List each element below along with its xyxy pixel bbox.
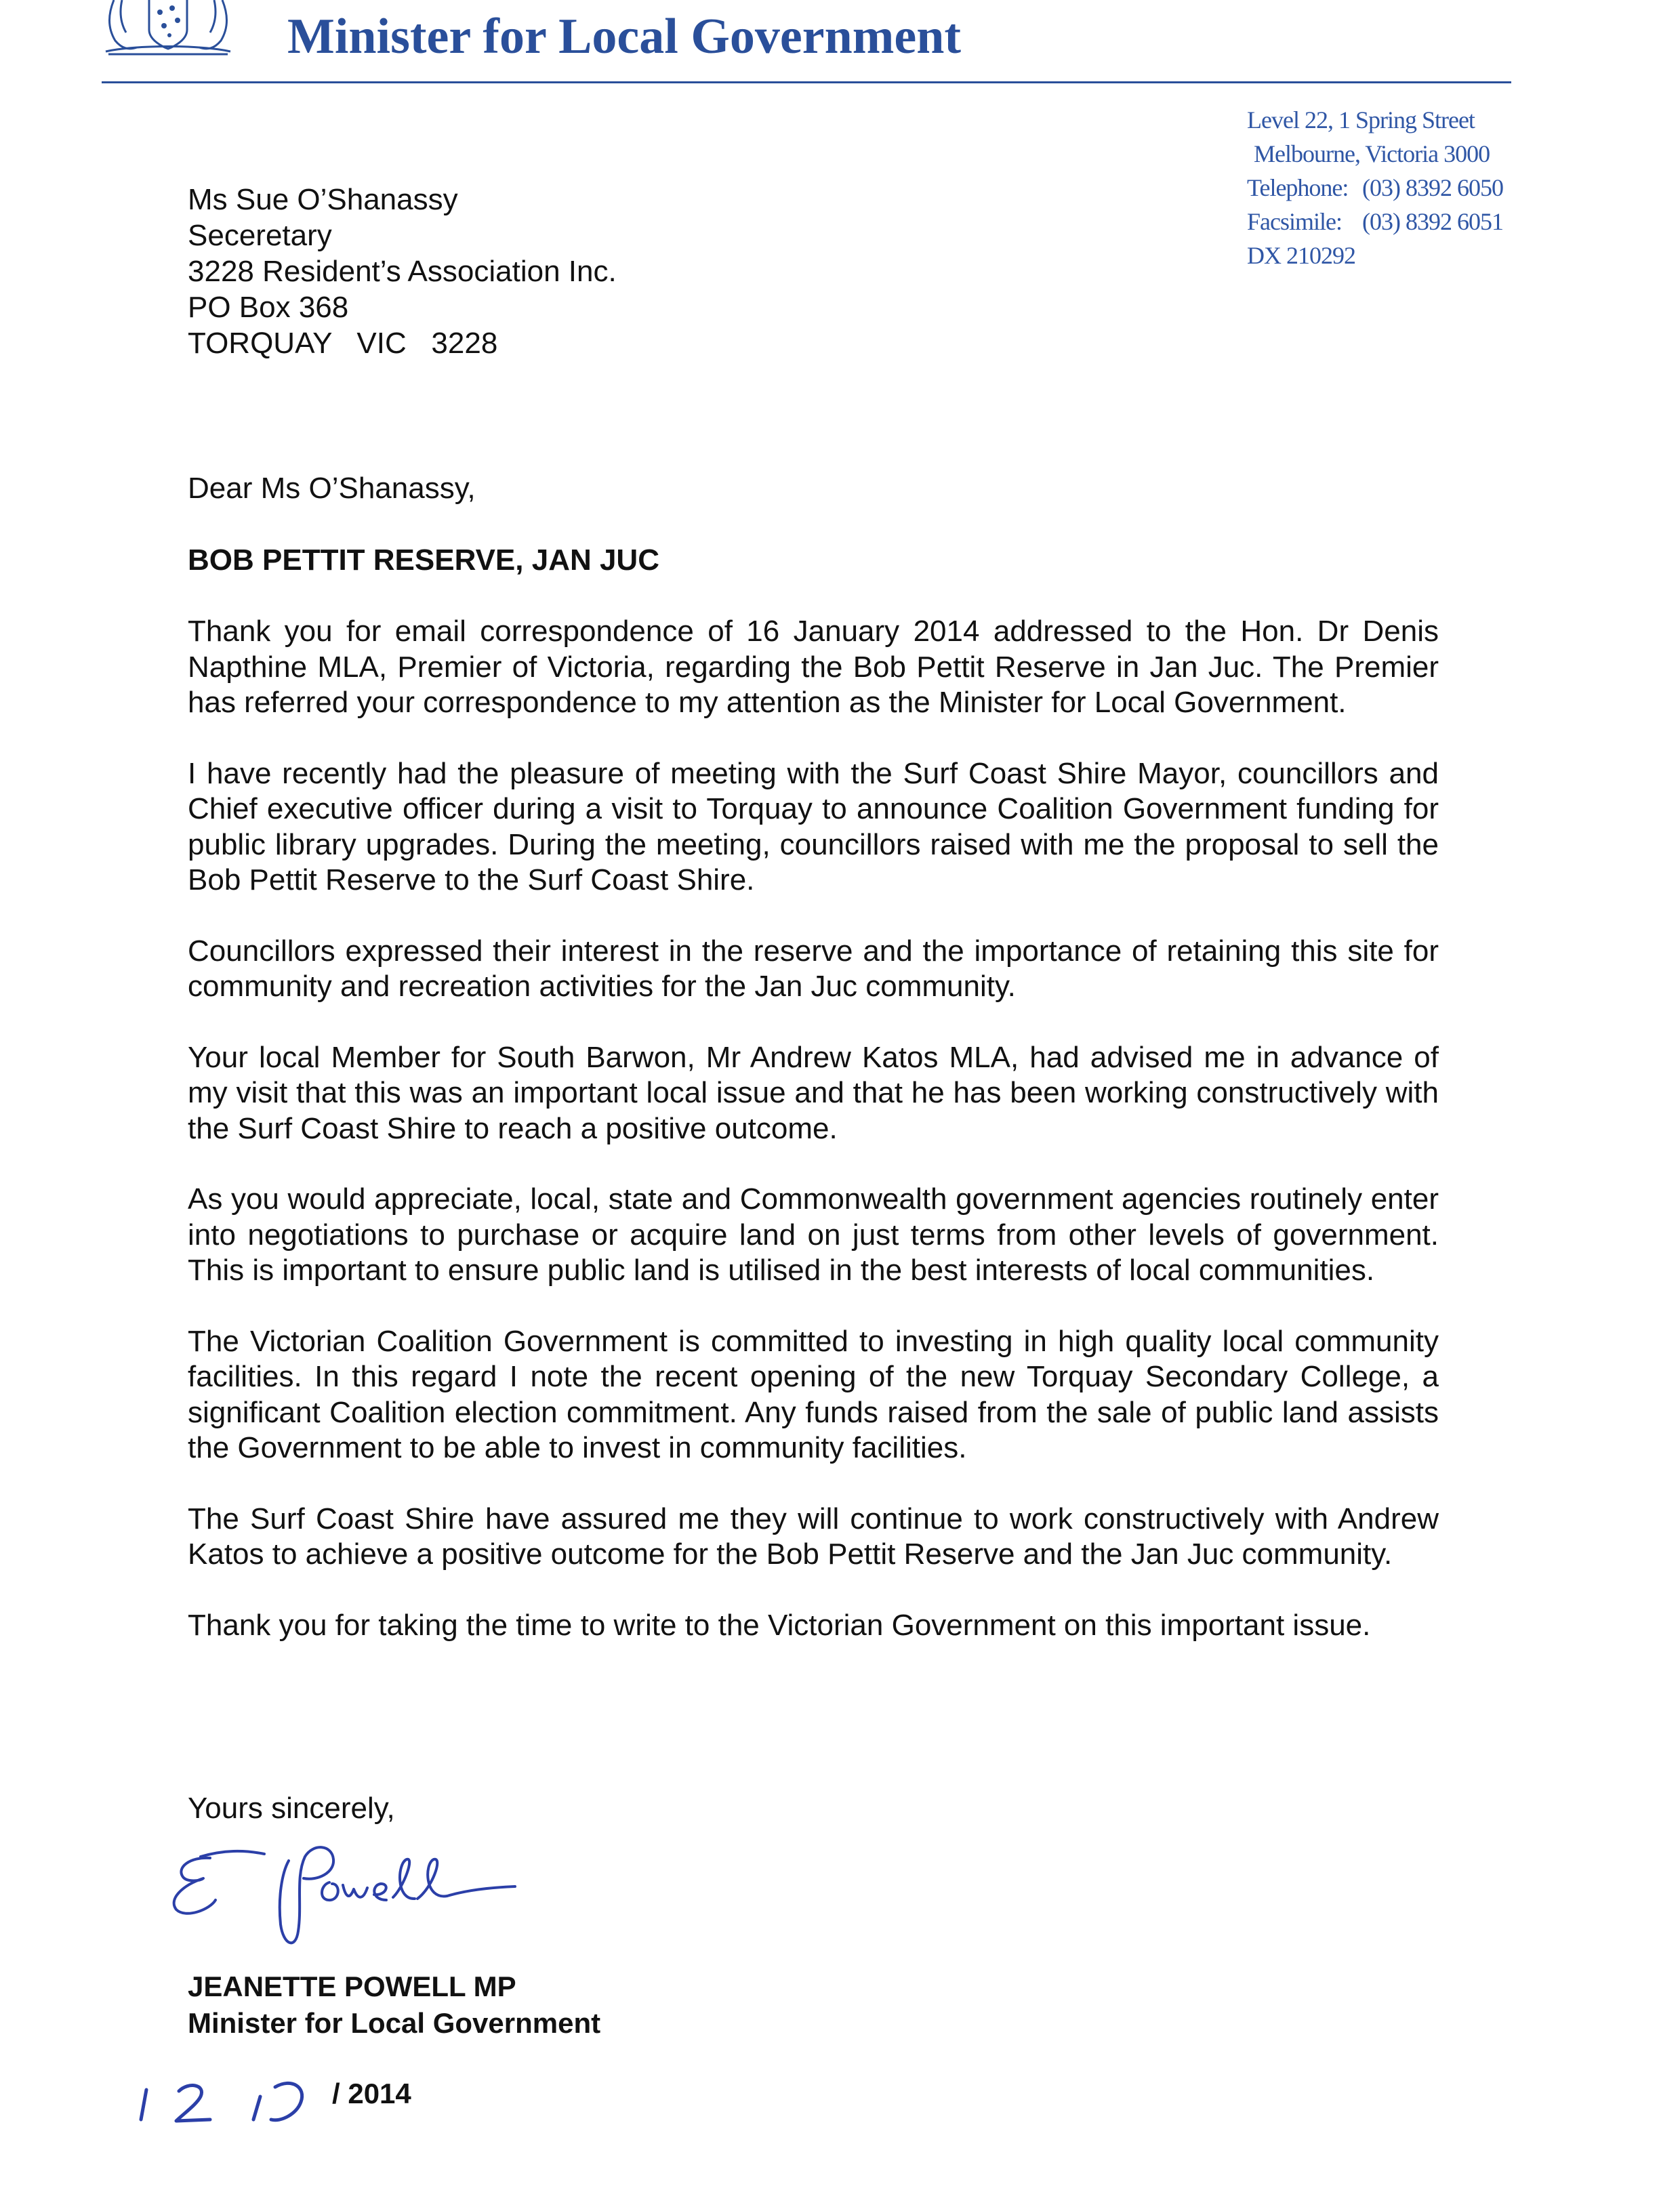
body-paragraph: Your local Member for South Barwon, Mr Andrew Katos MLA, had advised me in advance of my visit that this was an important local issue and that he has been working constructively with the Surf Coast Shire to reach a positive outcome. bbox=[188, 1040, 1439, 1145]
salutation: Dear Ms O’Shanassy, bbox=[188, 472, 476, 505]
body-paragraph: As you would appreciate, local, state and Commonwealth government agencies routinely enter into negotiations to purchase or acquire land on just terms from other levels of government. This is important to ensure public land is utilised in the best interests of local communities. bbox=[188, 1182, 1439, 1287]
facsimile-label: Facsimile: bbox=[1247, 208, 1342, 235]
body-paragraph: Thank you for email correspondence of 16 January 2014 addressed to the Hon. Dr Denis Napthine MLA, Premier of Victoria, regarding the Bob Pettit Reserve in Jan Juc. The Premier has referred your correspondence to my attention as the Minister for Local Government. bbox=[188, 615, 1439, 719]
handwritten-date bbox=[136, 2060, 332, 2128]
telephone-label: Telephone: bbox=[1247, 174, 1349, 201]
office-address-line2: Melbourne, Victoria 3000 bbox=[1254, 140, 1490, 167]
office-facsimile bbox=[1247, 205, 1503, 239]
office-dx: DX 210292 bbox=[1247, 242, 1355, 269]
recipient-po-box: PO Box 368 bbox=[188, 291, 349, 324]
body-paragraph: The Surf Coast Shire have assured me they will continue to work constructively with Andrew Katos to achieve a positive outcome for the Bob Pettit Reserve and the Jan Juc community. bbox=[188, 1502, 1439, 1571]
closing: Yours sincerely, bbox=[188, 1792, 395, 1825]
date-separator: / bbox=[332, 2078, 340, 2109]
date-year-value: 2014 bbox=[348, 2078, 411, 2109]
office-address bbox=[1247, 103, 1503, 272]
date-line bbox=[136, 2060, 474, 2128]
facsimile-value: (03) 8392 6051 bbox=[1362, 208, 1503, 235]
office-address-line1: Level 22, 1 Spring Street bbox=[1247, 106, 1475, 133]
body-paragraph: Councillors expressed their interest in the reserve and the importance of retaining this site for community and recreation activities for the Jan Juc community. bbox=[188, 934, 1439, 1003]
body-paragraph: Thank you for taking the time to write to the Victorian Government on this important issue. bbox=[188, 1608, 1371, 1642]
office-telephone bbox=[1247, 171, 1503, 205]
signatory-title: Minister for Local Government bbox=[188, 2007, 601, 2039]
telephone-value: (03) 8392 6050 bbox=[1362, 174, 1503, 201]
handwritten-signature bbox=[163, 1830, 542, 1965]
recipient-address bbox=[188, 182, 617, 361]
letter-body bbox=[188, 614, 1439, 1678]
letterhead-rule bbox=[102, 81, 1511, 83]
signatory-name: JEANETTE POWELL MP bbox=[188, 1970, 516, 2002]
date-year bbox=[332, 2078, 411, 2110]
body-paragraph: The Victorian Coalition Government is committed to investing in high quality local community facilities. In this regard I note the recent opening of the new Torquay Secondary College, a significant Coalition election commitment. Any funds raised from the sale of public land assists the Government to be able to invest in community facilities. bbox=[188, 1324, 1439, 1464]
letterhead-title: Minister for Local Government bbox=[287, 9, 962, 64]
recipient-role: Seceretary bbox=[188, 219, 332, 252]
subject-heading: BOB PETTIT RESERVE, JAN JUC bbox=[188, 543, 659, 577]
recipient-locality: TORQUAY VIC 3228 bbox=[188, 327, 498, 360]
recipient-name: Ms Sue O’Shanassy bbox=[188, 183, 458, 216]
coat-of-arms-icon bbox=[102, 0, 234, 56]
body-paragraph: I have recently had the pleasure of meeting with the Surf Coast Shire Mayor, councillors and Chief executive officer during a visit to Torquay to announce Coalition Government funding for public library upgrades. During the meeting, councillors raised with me the proposal to sell the Bob Pettit Reserve to the Surf Coast Shire. bbox=[188, 756, 1439, 896]
recipient-organisation: 3228 Resident’s Association Inc. bbox=[188, 255, 617, 288]
